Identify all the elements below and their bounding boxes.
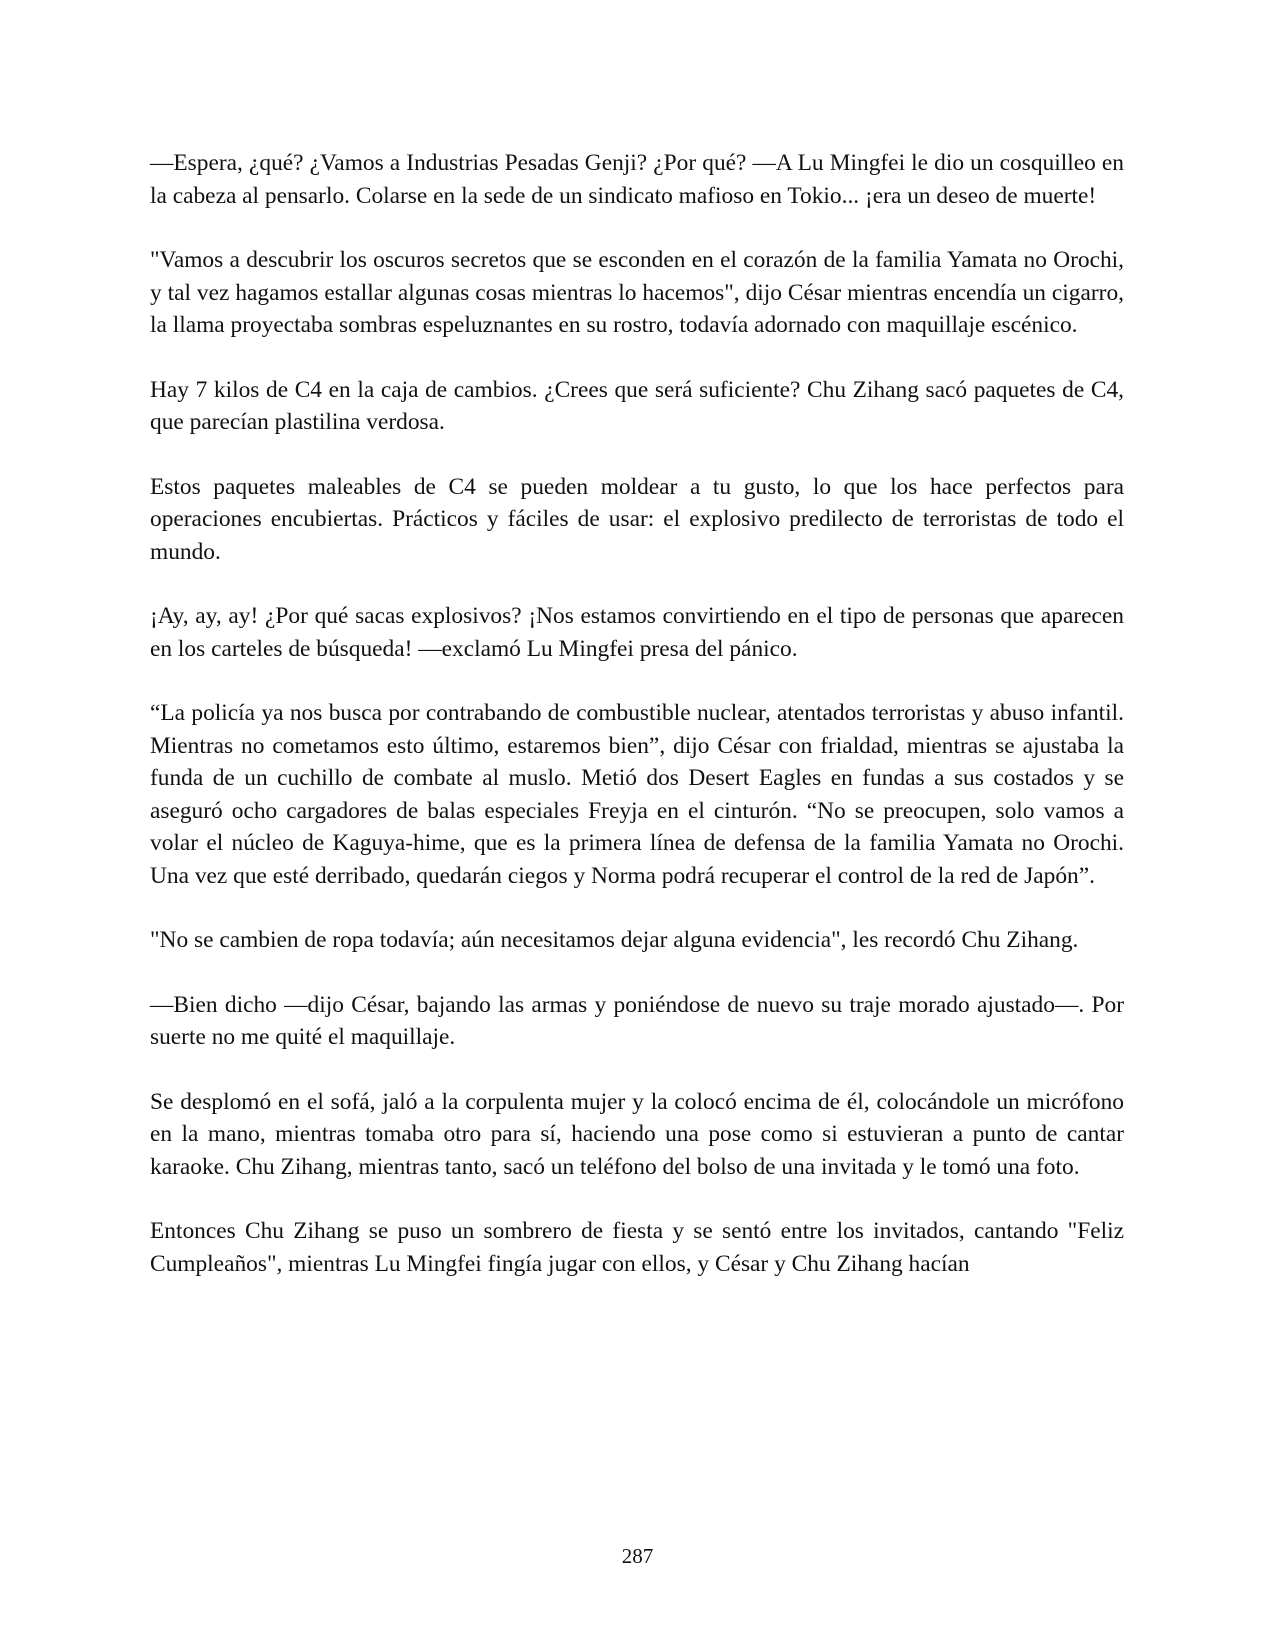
paragraph: "Vamos a descubrir los oscuros secretos que se esconden en el corazón de la familia Yamata no Orochi, y tal vez hagamos estallar algunas cosas mientras lo hacemos", dijo César mientras encendía un cigarro, la llama proyectaba sombras espeluznantes en su rostro, todavía adornado con maquillaje escénico. [150,247,1124,338]
paragraph: Hay 7 kilos de C4 en la caja de cambios. ¿Crees que será suficiente? Chu Zihang sacó paquetes de C4, que parecían plastilina verdosa. [150,376,1124,435]
page-number: 287 [621,1544,654,1568]
paragraph: “La policía ya nos busca por contrabando de combustible nuclear, atentados terroristas y abuso infantil. Mientras no cometamos esto último, estaremos bien”, dijo César con frialdad, mientras se ajustaba la funda de un cuchillo de combate al muslo. Metió dos Desert Eagles en fundas a sus costados y se aseguró ocho cargadores de balas especiales Freyja en el cinturón. “No se preocupen, solo vamos a volar el núcleo de Kaguya-hime, que es la primera línea de defensa de la familia Yamata no Orochi. Una vez que esté derribado, quedarán ciegos y Norma podrá recuperar el control de la red de Japón”. [150,700,1124,889]
paragraph: Entonces Chu Zihang se puso un sombrero de fiesta y se sentó entre los invitados, cantando "Feliz Cumpleaños", mientras Lu Mingfei fingía jugar con ellos, y César y Chu Zihang hacían [150,1218,1124,1277]
paragraph: ¡Ay, ay, ay! ¿Por qué sacas explosivos? ¡Nos estamos convirtiendo en el tipo de personas que aparecen en los carteles de búsqueda! —exclamó Lu Mingfei presa del pánico. [150,603,1124,662]
paragraph: —Espera, ¿qué? ¿Vamos a Industrias Pesadas Genji? ¿Por qué? —A Lu Mingfei le dio un cosquilleo en la cabeza al pensarlo. Colarse en la sede de un sindicato mafioso en Tokio... ¡era un deseo de muerte! [150,150,1124,209]
paragraph: Estos paquetes maleables de C4 se pueden moldear a tu gusto, lo que los hace perfectos para operaciones encubiertas. Prácticos y fáciles de usar: el explosivo predilecto de terroristas de todo el mundo. [150,473,1124,565]
paragraph: "No se cambien de ropa todavía; aún necesitamos dejar alguna evidencia", les recordó Chu Zihang. [150,927,1079,953]
body-text [150,147,1124,1312]
paragraph: —Bien dicho —dijo César, bajando las armas y poniéndose de nuevo su traje morado ajustado—. Por suerte no me quité el maquillaje. [150,991,1124,1050]
paragraph: Se desplomó en el sofá, jaló a la corpulenta mujer y la colocó encima de él, colocándole un micrófono en la mano, mientras tomaba otro para sí, haciendo una pose como si estuvieran a punto de cantar karaoke. Chu Zihang, mientras tanto, sacó un teléfono del bolso de una invitada y le tomó una foto. [150,1088,1124,1180]
